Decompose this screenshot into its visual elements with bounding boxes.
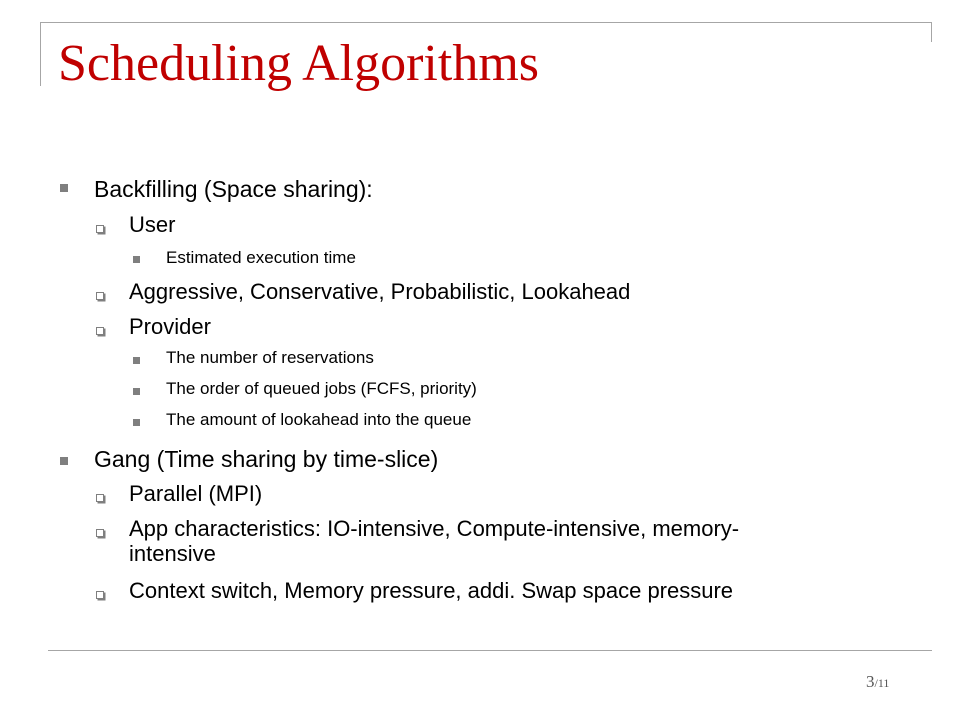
- frame-bottom-line: [48, 650, 932, 651]
- frame-right-line: [931, 22, 932, 42]
- square-bullet-icon: [60, 457, 68, 465]
- page-total: /11: [874, 676, 890, 690]
- hollow-square-bullet-icon: [96, 494, 104, 502]
- bullet-backfilling: Backfilling (Space sharing):: [94, 176, 373, 202]
- bullet-parallel-mpi: Parallel (MPI): [129, 481, 263, 506]
- hollow-square-bullet-icon: [96, 225, 104, 233]
- bullet-aggressive: Aggressive, Conservative, Probabilistic, Lookahead: [129, 279, 631, 304]
- small-square-bullet-icon: [133, 256, 140, 263]
- bullet-app-characteristics-continued: intensive: [129, 541, 216, 566]
- page-number: [866, 672, 889, 692]
- bullet-gang: Gang (Time sharing by time-slice): [94, 446, 439, 472]
- small-square-bullet-icon: [133, 357, 140, 364]
- slide-title: Scheduling Algorithms: [58, 35, 539, 92]
- frame-left-line: [40, 22, 41, 86]
- small-square-bullet-icon: [133, 388, 140, 395]
- small-square-bullet-icon: [133, 419, 140, 426]
- bullet-order-of-queued-jobs: The order of queued jobs (FCFS, priority): [166, 379, 477, 398]
- bullet-app-characteristics: App characteristics: IO-intensive, Compute-intensive, memory-: [129, 516, 740, 541]
- hollow-square-bullet-icon: [96, 327, 104, 335]
- page-current: 3: [866, 672, 875, 691]
- bullet-context-switch: Context switch, Memory pressure, addi. Swap space pressure: [129, 578, 734, 603]
- bullet-estimated-execution-time: Estimated execution time: [166, 248, 356, 267]
- hollow-square-bullet-icon: [96, 292, 104, 300]
- bullet-amount-of-lookahead: The amount of lookahead into the queue: [166, 410, 472, 429]
- square-bullet-icon: [60, 184, 68, 192]
- frame-top-line: [40, 22, 932, 23]
- hollow-square-bullet-icon: [96, 591, 104, 599]
- bullet-provider: Provider: [129, 314, 211, 339]
- bullet-number-of-reservations: The number of reservations: [166, 348, 374, 367]
- hollow-square-bullet-icon: [96, 529, 104, 537]
- bullet-user: User: [129, 212, 176, 237]
